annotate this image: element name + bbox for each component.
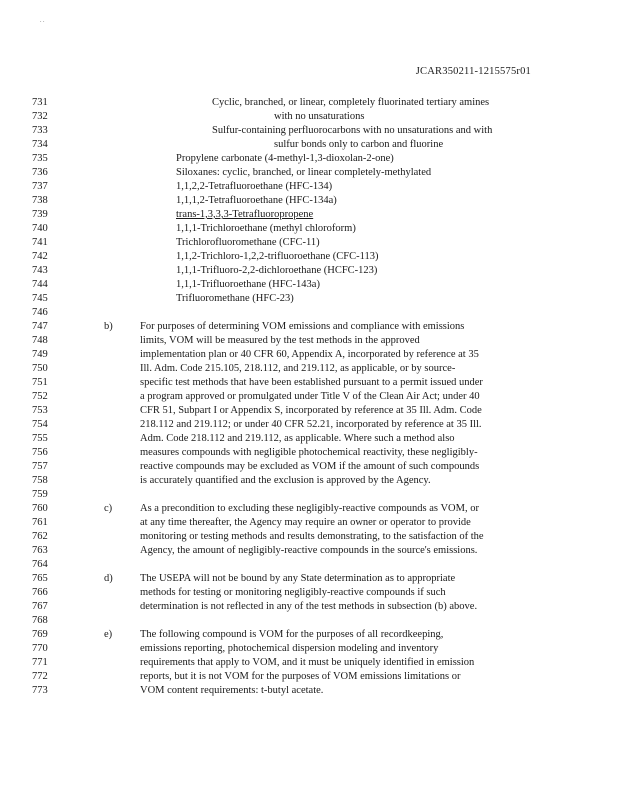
- line-text: methods for testing or monitoring negligibly-reactive compounds if such: [140, 587, 446, 598]
- line-number: 763: [32, 545, 48, 556]
- document-line: [0, 446, 619, 460]
- line-text: CFR 51, Subpart I or Appendix S, incorporated by reference at 35 Ill. Adm. Code: [140, 405, 482, 416]
- line-number: 762: [32, 531, 48, 542]
- line-number: 757: [32, 461, 48, 472]
- line-number: 738: [32, 195, 48, 206]
- line-text: Siloxanes: cyclic, branched, or linear completely-methylated: [176, 167, 432, 178]
- line-text: 1,1,1-Trichloroethane (methyl chloroform): [176, 223, 356, 234]
- line-text: measures compounds with negligible photochemical reactivity, these negligibly-: [140, 447, 478, 458]
- line-text: limits, VOM will be measured by the test methods in the approved: [140, 335, 420, 346]
- line-number: 737: [32, 181, 48, 192]
- document-line: [0, 110, 619, 124]
- line-number: 754: [32, 419, 48, 430]
- line-text: Sulfur-containing perfluorocarbons with no unsaturations and with: [212, 125, 493, 136]
- line-number: 761: [32, 517, 48, 528]
- line-number: 736: [32, 167, 48, 178]
- line-number: 749: [32, 349, 48, 360]
- document-line: [0, 572, 619, 586]
- document-line: [0, 404, 619, 418]
- line-number: 773: [32, 685, 48, 696]
- document-line: [0, 670, 619, 684]
- line-number: 745: [32, 293, 48, 304]
- line-number: 770: [32, 643, 48, 654]
- line-text: specific test methods that have been established pursuant to a permit issued under: [140, 377, 483, 388]
- document-line: [0, 348, 619, 362]
- line-text: with no unsaturations: [274, 111, 365, 122]
- line-number: 731: [32, 97, 48, 108]
- document-line: [0, 166, 619, 180]
- line-text: trans-1,3,3,3-Tetrafluoropropene: [176, 209, 314, 220]
- subsection-marker: e): [104, 629, 113, 640]
- line-number: 765: [32, 573, 48, 584]
- document-line: [0, 362, 619, 376]
- document-line: [0, 152, 619, 166]
- document-line: [0, 320, 619, 334]
- line-number: 746: [32, 307, 48, 318]
- document-line: [0, 488, 619, 502]
- document-line: [0, 432, 619, 446]
- line-number: 748: [32, 335, 48, 346]
- document-line: [0, 292, 619, 306]
- document-line: [0, 250, 619, 264]
- line-number: 751: [32, 377, 48, 388]
- line-text: VOM content requirements: t-butyl acetate.: [140, 685, 324, 696]
- document-line: [0, 376, 619, 390]
- line-number: 756: [32, 447, 48, 458]
- document-line: [0, 530, 619, 544]
- document-line: [0, 390, 619, 404]
- document-line: [0, 418, 619, 432]
- document-line: [0, 600, 619, 614]
- line-text: Adm. Code 218.112 and 219.112, as applicable. Where such a method also: [140, 433, 455, 444]
- line-number: 769: [32, 629, 48, 640]
- document-line: [0, 460, 619, 474]
- line-number: 758: [32, 475, 48, 486]
- line-number: 742: [32, 251, 48, 262]
- line-text: a program approved or promulgated under Title V of the Clean Air Act; under 40: [140, 391, 480, 402]
- document-line: [0, 96, 619, 110]
- line-text: Cyclic, branched, or linear, completely fluorinated tertiary amines: [212, 97, 490, 108]
- line-text: is accurately quantified and the exclusion is approved by the Agency.: [140, 475, 431, 486]
- line-text: 1,1,2-Trichloro-1,2,2-trifluoroethane (CFC-113): [176, 251, 379, 262]
- line-text: The USEPA will not be bound by any State determination as to appropriate: [140, 573, 456, 584]
- line-number: 740: [32, 223, 48, 234]
- line-number: 767: [32, 601, 48, 612]
- document-line: [0, 558, 619, 572]
- subsection-marker: c): [104, 503, 113, 514]
- line-text: implementation plan or 40 CFR 60, Appendix A, incorporated by reference at 35: [140, 349, 479, 360]
- subsection-marker: b): [104, 321, 113, 332]
- line-number: 750: [32, 363, 48, 374]
- line-text: emissions reporting, photochemical dispersion modeling and inventory: [140, 643, 439, 654]
- line-number: 744: [32, 279, 48, 290]
- line-text: For purposes of determining VOM emissions and compliance with emissions: [140, 321, 465, 332]
- line-text: sulfur bonds only to carbon and fluorine: [274, 139, 444, 150]
- document-line: [0, 180, 619, 194]
- document-line: [0, 544, 619, 558]
- line-number: 760: [32, 503, 48, 514]
- line-number: 741: [32, 237, 48, 248]
- subsection-marker: d): [104, 573, 113, 584]
- document-line: [0, 222, 619, 236]
- document-line: [0, 236, 619, 250]
- document-line: [0, 628, 619, 642]
- document-line: [0, 208, 619, 222]
- line-number: 753: [32, 405, 48, 416]
- line-number: 732: [32, 111, 48, 122]
- line-text: 1,1,1-Trifluoro-2,2-dichloroethane (HCFC-123): [176, 265, 378, 276]
- line-number: 755: [32, 433, 48, 444]
- document-line: [0, 138, 619, 152]
- line-text: Ill. Adm. Code 215.105, 218.112, and 219.112, as applicable, or by source-: [140, 363, 456, 374]
- line-number: 768: [32, 615, 48, 626]
- line-number: 766: [32, 587, 48, 598]
- line-text: The following compound is VOM for the purposes of all recordkeeping,: [140, 629, 444, 640]
- line-text: Propylene carbonate (4-methyl-1,3-dioxolan-2-one): [176, 153, 394, 164]
- line-number: 734: [32, 139, 48, 150]
- line-number: 752: [32, 391, 48, 402]
- line-text: 1,1,1-Trifluoroethane (HFC-143a): [176, 279, 320, 290]
- document-id-header: JCAR350211-1215575r01: [415, 66, 531, 77]
- line-text: reactive compounds may be excluded as VOM if the amount of such compounds: [140, 461, 480, 472]
- line-text: requirements that apply to VOM, and it must be uniquely identified in emission: [140, 657, 475, 668]
- document-line: [0, 684, 619, 698]
- document-line: [0, 264, 619, 278]
- line-number: 764: [32, 559, 48, 570]
- document-line: [0, 614, 619, 628]
- line-number: 771: [32, 657, 48, 668]
- line-text: As a precondition to excluding these negligibly-reactive compounds as VOM, or: [140, 503, 479, 514]
- line-number: 733: [32, 125, 48, 136]
- document-line: [0, 124, 619, 138]
- line-text: 1,1,2,2-Tetrafluoroethane (HFC-134): [176, 181, 333, 192]
- document-line: [0, 502, 619, 516]
- document-line: [0, 278, 619, 292]
- line-text: Agency, the amount of negligibly-reactive compounds in the source's emissions.: [140, 545, 478, 556]
- document-line: [0, 656, 619, 670]
- line-number: 739: [32, 209, 48, 220]
- line-number: 759: [32, 489, 48, 500]
- document-line: [0, 642, 619, 656]
- document-line: [0, 306, 619, 320]
- line-number: 747: [32, 321, 48, 332]
- document-line: [0, 516, 619, 530]
- line-text: 218.112 and 219.112; or under 40 CFR 52.21, incorporated by reference at 35 Ill.: [140, 419, 482, 430]
- line-text: at any time thereafter, the Agency may require an owner or operator to provide: [140, 517, 471, 528]
- line-text: Trichlorofluoromethane (CFC-11): [176, 237, 320, 248]
- line-number: 743: [32, 265, 48, 276]
- line-text: Trifluoromethane (HFC-23): [176, 293, 294, 304]
- line-number: 735: [32, 153, 48, 164]
- document-line: [0, 334, 619, 348]
- line-text: determination is not reflected in any of the test methods in subsection (b) above.: [140, 601, 478, 612]
- line-text: monitoring or testing methods and results demonstrating, to the satisfaction of the: [140, 531, 484, 542]
- line-text: 1,1,1,2-Tetrafluoroethane (HFC-134a): [176, 195, 337, 206]
- line-text: reports, but it is not VOM for the purposes of VOM emissions limitations or: [140, 671, 461, 682]
- document-line: [0, 194, 619, 208]
- document-line: [0, 586, 619, 600]
- line-number: 772: [32, 671, 48, 682]
- document-line: [0, 474, 619, 488]
- scan-specks: . .: [40, 18, 45, 24]
